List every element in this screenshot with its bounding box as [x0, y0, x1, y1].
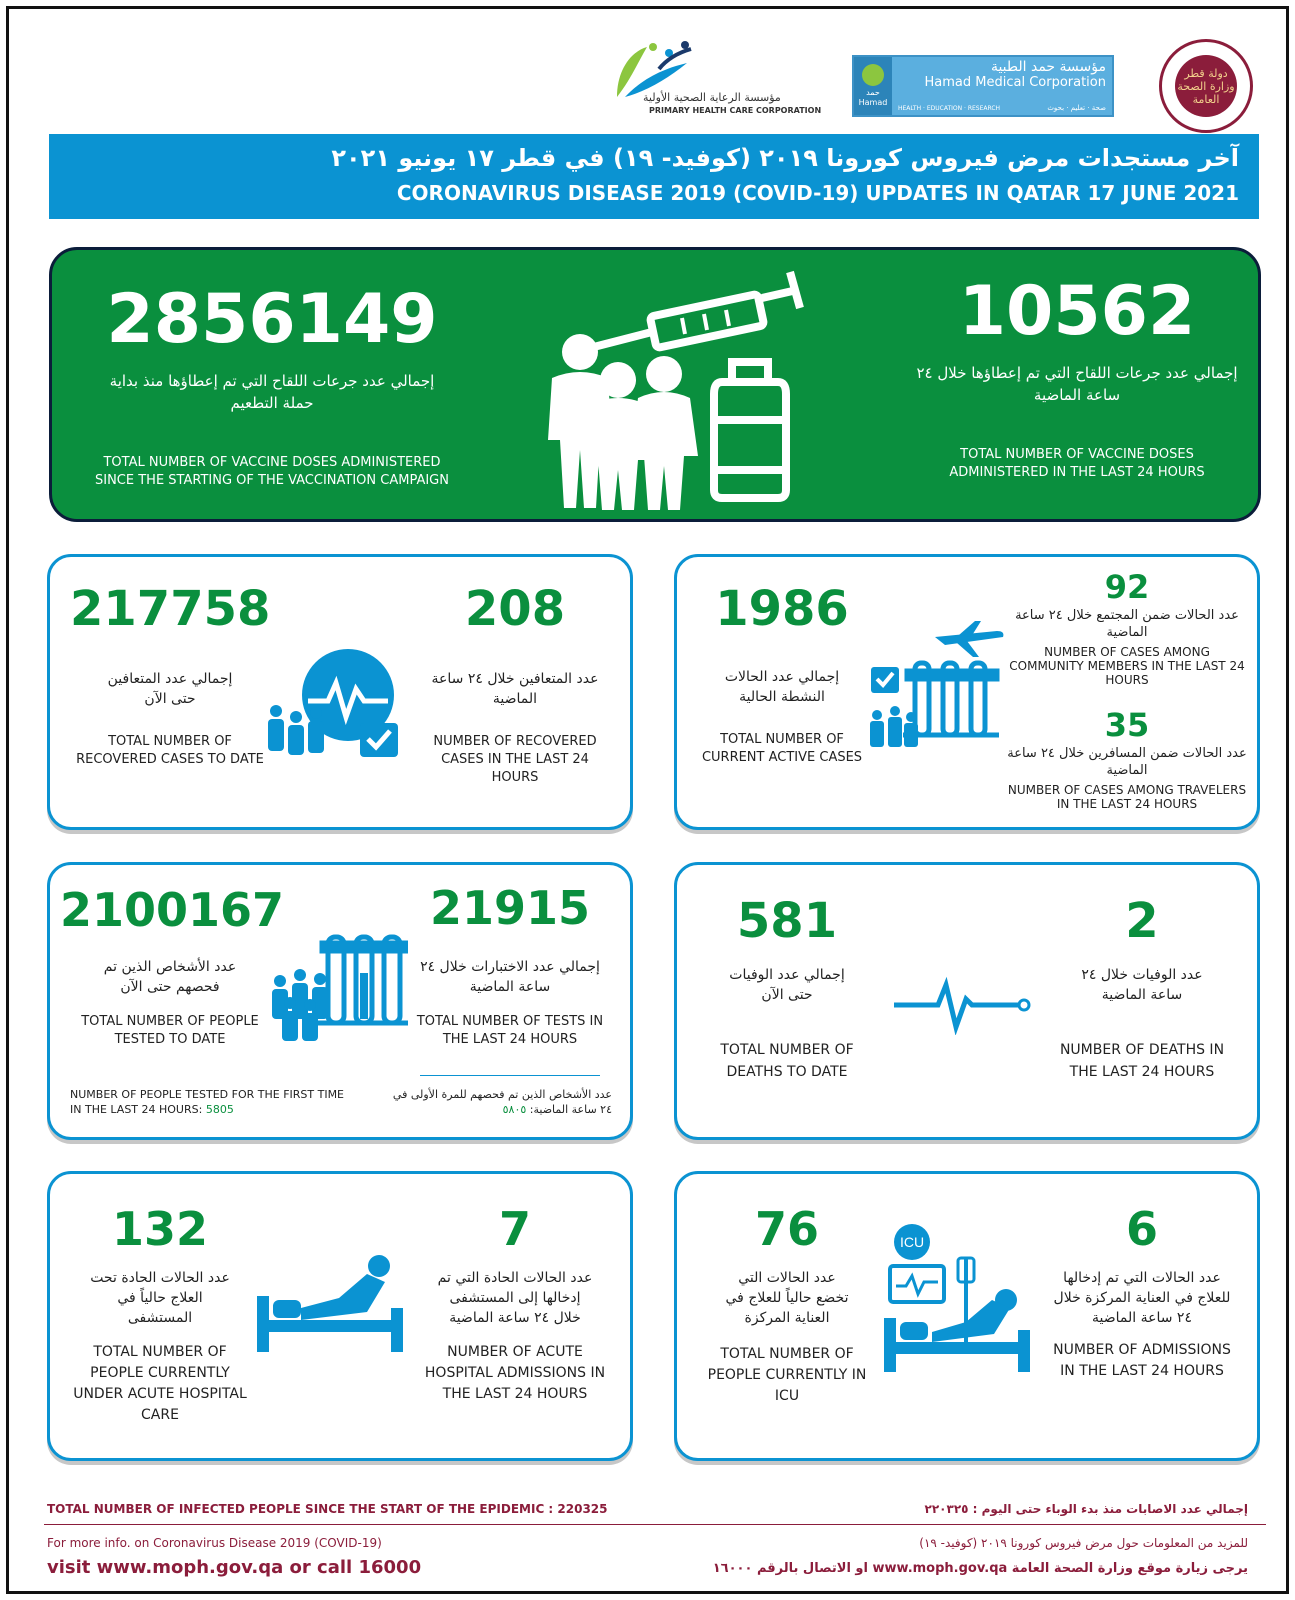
- active-community-stat: [1007, 568, 1247, 687]
- footer-divider: [44, 1524, 1266, 1525]
- acute-total-stat: [70, 1202, 250, 1426]
- tests-first-time-ar-value: ٥٨٠٥: [502, 1103, 527, 1116]
- tests-people-english: TOTAL NUMBER OF PEOPLE TESTED TO DATE: [81, 1014, 259, 1047]
- tests-divider: [420, 1075, 600, 1076]
- airplane-icon: [935, 621, 1003, 657]
- icu-card: [674, 1171, 1260, 1461]
- vaccine-24h-value: 10562: [958, 272, 1196, 351]
- infected-total-en: TOTAL NUMBER OF INFECTED PEOPLE SINCE THE START OF THE EPIDEMIC : 220325: [47, 1502, 608, 1516]
- active-community-arabic: عدد الحالات ضمن المجتمع خلال ٢٤ ساعة الماضية: [1015, 608, 1239, 640]
- icu-total-arabic: عدد الحالات التي تخضع حالياً للعلاج في العناية المركزة: [725, 1270, 849, 1326]
- title-arabic: آخر مستجدات مرض فيروس كورونا ٢٠١٩ (كوفيد- ١٩) في قطر ١٧ يونيو ٢٠٢١: [331, 144, 1239, 172]
- icu-24h-arabic: عدد الحالات التي تم إدخالها للعلاج في العناية المركزة خلال ٢٤ ساعة الماضية: [1053, 1270, 1231, 1326]
- moph-seal-name: دولة قطر وزارة الصحة العامة: [1175, 55, 1237, 117]
- tests-24h-value: 21915: [429, 881, 591, 935]
- active-community-value: 92: [1104, 568, 1150, 606]
- vaccine-24h-english: TOTAL NUMBER OF VACCINE DOSES ADMINISTERED IN THE LAST 24 HOURS: [949, 447, 1205, 480]
- recovered-24h-stat: [420, 581, 610, 787]
- visit-ar-link[interactable]: يرجى زيارة موقع وزارة الصحة العامة www.moph.gov.qa او الاتصال بالرقم ١٦٠٠٠: [712, 1561, 1248, 1576]
- flatline-icon: [892, 965, 1032, 1035]
- vaccine-24h-stat: [912, 272, 1242, 482]
- icu-24h-english: NUMBER OF ADMISSIONS IN THE LAST 24 HOURS: [1053, 1342, 1231, 1379]
- deaths-total-english: TOTAL NUMBER OF DEATHS TO DATE: [720, 1042, 854, 1080]
- acute-care-card: [47, 1171, 633, 1461]
- title-bar: [49, 134, 1259, 219]
- title-english: CORONAVIRUS DISEASE 2019 (COVID-19) UPDATES IN QATAR 17 JUNE 2021: [396, 181, 1239, 205]
- tests-first-time-en-value: 5805: [205, 1103, 234, 1116]
- tests-first-time-ar: [380, 1087, 612, 1117]
- people-icon: [272, 969, 328, 1041]
- icu-total-stat: [697, 1202, 877, 1407]
- deaths-24h-arabic: عدد الوفيات خلال ٢٤ ساعة الماضية: [1081, 967, 1203, 1003]
- moph-seal-logo: [1159, 39, 1253, 133]
- active-travelers-english: NUMBER OF CASES AMONG TRAVELERS IN THE LAST 24 HOURS: [1007, 783, 1247, 811]
- acute-24h-value: 7: [498, 1202, 531, 1256]
- recovered-total-english: TOTAL NUMBER OF RECOVERED CASES TO DATE: [76, 734, 264, 767]
- phc-english-name: PRIMARY HEALTH CARE CORPORATION: [649, 106, 822, 115]
- vaccination-illustration: [522, 270, 842, 510]
- recovered-24h-english: NUMBER OF RECOVERED CASES IN THE LAST 24 HOURS: [433, 734, 597, 785]
- vaccine-total-english: TOTAL NUMBER OF VACCINE DOSES ADMINISTERED SINCE THE STARTING OF THE VACCINATION CAMPAIGN: [95, 455, 449, 488]
- recovered-24h-value: 208: [464, 581, 566, 637]
- icu-monitor-icon: [882, 1222, 1032, 1372]
- icu-total-english: TOTAL NUMBER OF PEOPLE CURRENTLY IN ICU: [707, 1346, 867, 1404]
- deaths-card: [674, 862, 1260, 1140]
- active-travelers-stat: [1007, 706, 1247, 811]
- hmc-short-ar: حمد: [866, 88, 880, 97]
- recovered-total-arabic: إجمالي عدد المتعافين حتى الآن: [107, 671, 233, 707]
- active-cases-card: [674, 554, 1260, 830]
- visit-en-link[interactable]: visit www.moph.gov.qa or call 16000: [47, 1557, 422, 1578]
- vaccine-total-value: 2856149: [106, 280, 438, 359]
- tests-24h-english: TOTAL NUMBER OF TESTS IN THE LAST 24 HOURS: [416, 1014, 604, 1047]
- info-ar: للمزيد من المعلومات حول مرض فيروس كورونا ٢٠١٩ (كوفيد- ١٩): [919, 1536, 1248, 1550]
- tests-24h-arabic: إجمالي عدد الاختبارات خلال ٢٤ ساعة الماضية: [420, 959, 600, 995]
- active-total-stat: [697, 581, 867, 767]
- vaccine-total-stat: [92, 280, 452, 490]
- recovered-card: [47, 554, 633, 830]
- deaths-24h-value: 2: [1125, 893, 1159, 949]
- deaths-24h-stat: [1047, 893, 1237, 1083]
- travel-testing-icon: [867, 617, 1007, 757]
- deaths-total-arabic: إجمالي عدد الوفيات حتى الآن: [729, 967, 845, 1003]
- active-total-english: TOTAL NUMBER OF CURRENT ACTIVE CASES: [701, 732, 863, 765]
- active-travelers-arabic: عدد الحالات ضمن المسافرين خلال ٢٤ ساعة الماضية: [1007, 746, 1247, 778]
- hmc-short-en: Hamad: [858, 98, 888, 107]
- hmc-leaf-icon: [862, 64, 884, 86]
- people-icon: [870, 706, 918, 747]
- deaths-total-value: 581: [736, 893, 838, 949]
- active-community-english: NUMBER OF CASES AMONG COMMUNITY MEMBERS IN THE LAST 24 HOURS: [1009, 645, 1245, 687]
- vaccine-vial-icon: [714, 362, 786, 498]
- people-icon: [268, 705, 324, 755]
- deaths-24h-english: NUMBER OF DEATHS IN THE LAST 24 HOURS: [1059, 1042, 1225, 1080]
- icu-24h-value: 6: [1125, 1202, 1158, 1256]
- deaths-total-stat: [697, 893, 877, 1083]
- tests-people-arabic: عدد الأشخاص الذين تم فحصهم حتى الآن: [103, 959, 237, 995]
- recovered-24h-arabic: عدد المتعافين خلال ٢٤ ساعة الماضية: [431, 671, 599, 707]
- acute-24h-stat: [420, 1202, 610, 1405]
- recovered-total-value: 217758: [70, 581, 271, 637]
- infected-total-ar: إجمالي عدد الاصابات منذ بدء الوباء حتى اليوم : ٢٢٠٣٢٥: [924, 1502, 1248, 1516]
- syringe-icon: [582, 272, 800, 350]
- icu-24h-stat: [1047, 1202, 1237, 1382]
- acute-total-english: TOTAL NUMBER OF PEOPLE CURRENTLY UNDER ACUTE HOSPITAL CARE: [73, 1344, 247, 1423]
- test-tubes-icon: [268, 933, 408, 1043]
- heartbeat-monitor-icon: [262, 647, 402, 777]
- active-total-arabic: إجمالي عدد الحالات النشطة الحالية: [724, 669, 840, 705]
- info-en: For more info. on Coronavirus Disease 2019 (COVID-19): [47, 1536, 382, 1550]
- tests-first-time-ar-label: عدد الأشخاص الذين تم فحصهم للمرة الأولى في ٢٤ ساعة الماضية:: [392, 1088, 612, 1116]
- tests-first-time-en-label: NUMBER OF PEOPLE TESTED FOR THE FIRST TIME IN THE LAST 24 HOURS:: [70, 1088, 345, 1116]
- vaccine-total-arabic: إجمالي عدد جرعات اللقاح التي تم إعطاؤها منذ بداية حملة التطعيم: [109, 372, 435, 412]
- icu-total-value: 76: [754, 1202, 819, 1256]
- icu-label: ICU: [899, 1234, 925, 1250]
- tests-people-stat: [60, 883, 285, 1049]
- vaccine-24h-arabic: إجمالي عدد جرعات اللقاح التي تم إعطاؤها خلال ٢٤ ساعة الماضية: [916, 364, 1238, 404]
- acute-total-value: 132: [111, 1202, 209, 1256]
- tests-first-time-en: [70, 1087, 350, 1117]
- phc-arabic-name: مؤسسة الرعاية الصحية الأولية: [643, 91, 781, 104]
- tests-24h-stat: [410, 881, 610, 1049]
- hmc-tagline-ar: صحة · تعليم · بحوث: [1047, 104, 1106, 112]
- acute-24h-english: NUMBER OF ACUTE HOSPITAL ADMISSIONS IN THE LAST 24 HOURS: [424, 1344, 606, 1402]
- hmc-tagline: HEALTH · EDUCATION · RESEARCH: [898, 105, 1001, 112]
- acute-24h-arabic: عدد الحالات الحادة التي تم إدخالها إلى المستشفى خلال ٢٤ ساعة الماضية: [437, 1270, 593, 1326]
- tests-people-value: 2100167: [60, 883, 285, 937]
- recovered-total-stat: [70, 581, 271, 769]
- hmc-english-name: Hamad Medical Corporation: [924, 75, 1106, 90]
- phc-logo: [599, 39, 822, 121]
- active-total-value: 1986: [715, 581, 849, 637]
- tests-card: [47, 862, 633, 1140]
- infographic-page: [6, 6, 1289, 1594]
- acute-total-arabic: عدد الحالات الحادة تحت العلاج حالياً في المستشفى: [90, 1270, 230, 1326]
- vaccine-panel: [49, 247, 1261, 522]
- active-travelers-value: 35: [1104, 706, 1150, 744]
- hmc-arabic-name: مؤسسة حمد الطبية: [990, 59, 1106, 75]
- hospital-bed-icon: [255, 1252, 405, 1352]
- hmc-logo: [852, 55, 1114, 117]
- people-icon: [548, 334, 698, 510]
